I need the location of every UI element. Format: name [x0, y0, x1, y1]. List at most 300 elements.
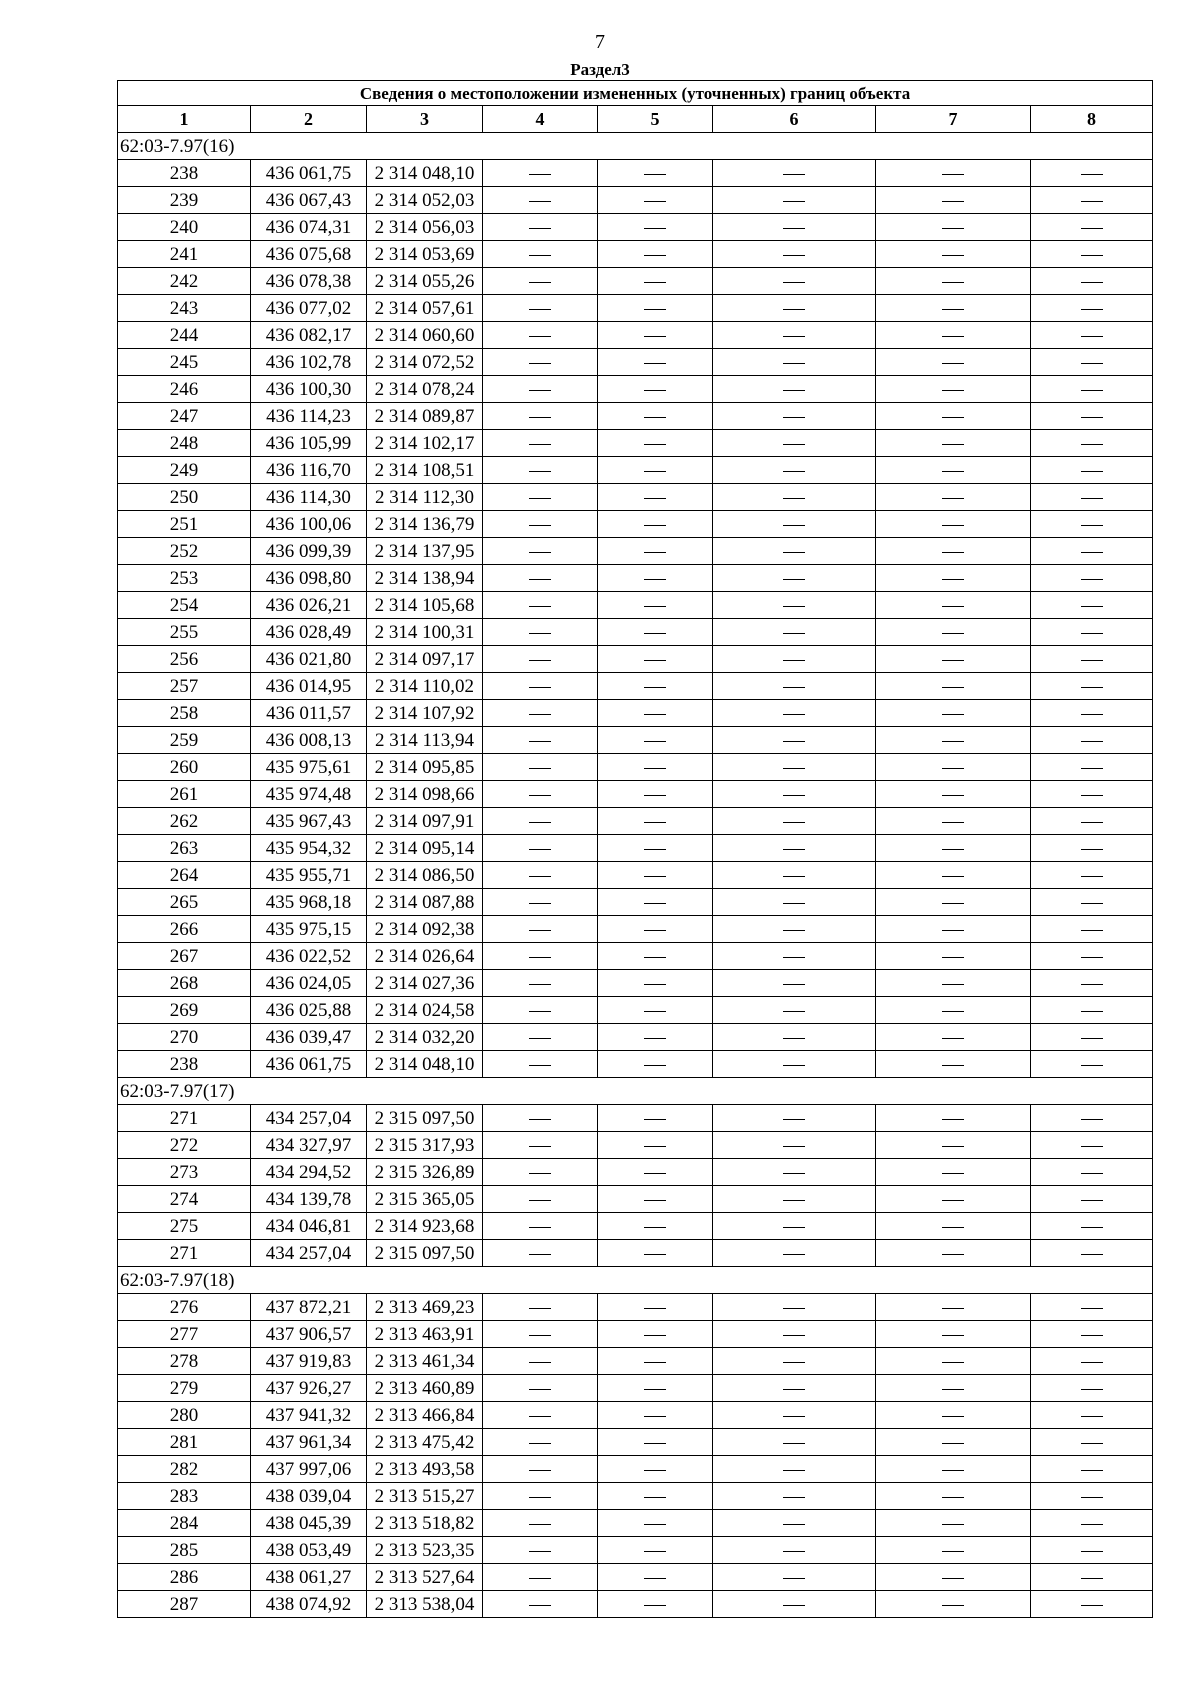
- dash-mark: [942, 1227, 964, 1228]
- dash-mark: [783, 417, 805, 418]
- empty-cell: [713, 1105, 876, 1132]
- empty-cell: [483, 646, 598, 673]
- dash-mark: [529, 1200, 551, 1201]
- column-number: 8: [1031, 106, 1153, 133]
- dash-mark: [1081, 795, 1103, 796]
- dash-mark: [644, 903, 666, 904]
- table-row: [118, 808, 1153, 835]
- dash-mark: [529, 579, 551, 580]
- empty-cell: [483, 187, 598, 214]
- dash-mark: [942, 471, 964, 472]
- x-coordinate: 436 074,31: [251, 214, 367, 241]
- table-row: [118, 646, 1153, 673]
- x-coordinate: 437 961,34: [251, 1429, 367, 1456]
- empty-cell: [598, 376, 713, 403]
- dash-mark: [783, 660, 805, 661]
- y-coordinate: 2 313 493,58: [367, 1456, 483, 1483]
- dash-mark: [783, 1524, 805, 1525]
- empty-cell: [713, 1132, 876, 1159]
- empty-cell: [598, 700, 713, 727]
- empty-cell: [876, 349, 1031, 376]
- empty-cell: [598, 1429, 713, 1456]
- empty-cell: [713, 268, 876, 295]
- empty-cell: [876, 241, 1031, 268]
- y-coordinate: 2 315 097,50: [367, 1105, 483, 1132]
- point-number: 272: [118, 1132, 251, 1159]
- dash-mark: [529, 1119, 551, 1120]
- empty-cell: [483, 376, 598, 403]
- dash-mark: [529, 1146, 551, 1147]
- empty-cell: [876, 781, 1031, 808]
- dash-mark: [942, 633, 964, 634]
- dash-mark: [644, 1119, 666, 1120]
- dash-mark: [644, 309, 666, 310]
- point-number: 238: [118, 160, 251, 187]
- empty-cell: [713, 592, 876, 619]
- dash-mark: [783, 282, 805, 283]
- dash-mark: [942, 336, 964, 337]
- empty-cell: [876, 1564, 1031, 1591]
- table-row: [118, 1375, 1153, 1402]
- point-number: 252: [118, 538, 251, 565]
- dash-mark: [783, 1308, 805, 1309]
- table-row: [118, 1159, 1153, 1186]
- table-row: [118, 835, 1153, 862]
- point-number: 246: [118, 376, 251, 403]
- empty-cell: [713, 1429, 876, 1456]
- empty-cell: [483, 700, 598, 727]
- dash-mark: [644, 228, 666, 229]
- dash-mark: [644, 1578, 666, 1579]
- dash-mark: [529, 1011, 551, 1012]
- x-coordinate: 435 968,18: [251, 889, 367, 916]
- empty-cell: [483, 241, 598, 268]
- dash-mark: [529, 255, 551, 256]
- dash-mark: [644, 849, 666, 850]
- y-coordinate: 2 314 105,68: [367, 592, 483, 619]
- dash-mark: [942, 660, 964, 661]
- y-coordinate: 2 313 518,82: [367, 1510, 483, 1537]
- dash-mark: [1081, 1470, 1103, 1471]
- empty-cell: [713, 322, 876, 349]
- y-coordinate: 2 314 113,94: [367, 727, 483, 754]
- empty-cell: [598, 187, 713, 214]
- y-coordinate: 2 314 097,91: [367, 808, 483, 835]
- y-coordinate: 2 314 095,14: [367, 835, 483, 862]
- point-number: 261: [118, 781, 251, 808]
- dash-mark: [529, 471, 551, 472]
- cadastral-number: 62:03-7.97(18): [118, 1267, 1153, 1294]
- dash-mark: [942, 309, 964, 310]
- empty-cell: [483, 673, 598, 700]
- empty-cell: [598, 511, 713, 538]
- empty-cell: [1031, 1024, 1153, 1051]
- y-coordinate: 2 314 097,17: [367, 646, 483, 673]
- empty-cell: [1031, 862, 1153, 889]
- empty-cell: [713, 1159, 876, 1186]
- dash-mark: [942, 1308, 964, 1309]
- dash-mark: [529, 1551, 551, 1552]
- dash-mark: [1081, 1524, 1103, 1525]
- empty-cell: [713, 295, 876, 322]
- empty-cell: [713, 1537, 876, 1564]
- empty-cell: [598, 1132, 713, 1159]
- x-coordinate: 436 077,02: [251, 295, 367, 322]
- empty-cell: [598, 1348, 713, 1375]
- empty-cell: [713, 781, 876, 808]
- dash-mark: [529, 1362, 551, 1363]
- point-number: 258: [118, 700, 251, 727]
- y-coordinate: 2 314 108,51: [367, 457, 483, 484]
- column-number: 2: [251, 106, 367, 133]
- dash-mark: [644, 1470, 666, 1471]
- dash-mark: [644, 930, 666, 931]
- dash-mark: [1081, 1605, 1103, 1606]
- y-coordinate: 2 315 317,93: [367, 1132, 483, 1159]
- table-row: [118, 1456, 1153, 1483]
- dash-mark: [529, 1524, 551, 1525]
- point-number: 287: [118, 1591, 251, 1618]
- empty-cell: [598, 673, 713, 700]
- empty-cell: [713, 241, 876, 268]
- empty-cell: [598, 1240, 713, 1267]
- dash-mark: [644, 1146, 666, 1147]
- table-row: [118, 943, 1153, 970]
- empty-cell: [713, 565, 876, 592]
- empty-cell: [483, 484, 598, 511]
- dash-mark: [942, 1470, 964, 1471]
- dash-mark: [644, 444, 666, 445]
- dash-mark: [1081, 282, 1103, 283]
- empty-cell: [483, 1456, 598, 1483]
- dash-mark: [529, 795, 551, 796]
- empty-cell: [483, 889, 598, 916]
- point-number: 262: [118, 808, 251, 835]
- empty-cell: [483, 1348, 598, 1375]
- point-number: 241: [118, 241, 251, 268]
- y-coordinate: 2 314 102,17: [367, 430, 483, 457]
- table-row: [118, 511, 1153, 538]
- dash-mark: [1081, 687, 1103, 688]
- empty-cell: [876, 295, 1031, 322]
- dash-mark: [529, 390, 551, 391]
- point-number: 259: [118, 727, 251, 754]
- dash-mark: [942, 498, 964, 499]
- dash-mark: [644, 498, 666, 499]
- point-number: 279: [118, 1375, 251, 1402]
- dash-mark: [783, 228, 805, 229]
- dash-mark: [529, 984, 551, 985]
- empty-cell: [598, 1564, 713, 1591]
- dash-mark: [529, 552, 551, 553]
- empty-cell: [1031, 592, 1153, 619]
- dash-mark: [644, 1227, 666, 1228]
- dash-mark: [942, 1254, 964, 1255]
- dash-mark: [644, 714, 666, 715]
- empty-cell: [876, 1348, 1031, 1375]
- x-coordinate: 434 294,52: [251, 1159, 367, 1186]
- empty-cell: [713, 889, 876, 916]
- y-coordinate: 2 314 092,38: [367, 916, 483, 943]
- empty-cell: [876, 1537, 1031, 1564]
- group-header-row: [118, 1267, 1153, 1294]
- dash-mark: [529, 849, 551, 850]
- empty-cell: [1031, 754, 1153, 781]
- y-coordinate: 2 314 052,03: [367, 187, 483, 214]
- table-row: [118, 592, 1153, 619]
- empty-cell: [598, 1591, 713, 1618]
- empty-cell: [598, 1456, 713, 1483]
- empty-cell: [598, 781, 713, 808]
- dash-mark: [1081, 903, 1103, 904]
- empty-cell: [876, 376, 1031, 403]
- x-coordinate: 437 919,83: [251, 1348, 367, 1375]
- empty-cell: [483, 1402, 598, 1429]
- empty-cell: [483, 808, 598, 835]
- point-number: 243: [118, 295, 251, 322]
- empty-cell: [1031, 214, 1153, 241]
- empty-cell: [1031, 268, 1153, 295]
- empty-cell: [876, 457, 1031, 484]
- dash-mark: [942, 1200, 964, 1201]
- table-row: [118, 538, 1153, 565]
- empty-cell: [1031, 1564, 1153, 1591]
- dash-mark: [783, 1146, 805, 1147]
- table-row: [118, 700, 1153, 727]
- empty-cell: [876, 862, 1031, 889]
- dash-mark: [942, 822, 964, 823]
- table-row: [118, 1564, 1153, 1591]
- empty-cell: [876, 1105, 1031, 1132]
- dash-mark: [783, 309, 805, 310]
- y-coordinate: 2 314 056,03: [367, 214, 483, 241]
- table-row: [118, 1402, 1153, 1429]
- dash-mark: [644, 1389, 666, 1390]
- group-header-row: [118, 1078, 1153, 1105]
- table-row: [118, 1348, 1153, 1375]
- column-number-row: [118, 106, 1153, 133]
- dash-mark: [644, 390, 666, 391]
- table-row: [118, 160, 1153, 187]
- dash-mark: [942, 1578, 964, 1579]
- empty-cell: [713, 1294, 876, 1321]
- table-row: [118, 214, 1153, 241]
- table-row: [118, 295, 1153, 322]
- x-coordinate: 436 026,21: [251, 592, 367, 619]
- dash-mark: [942, 1497, 964, 1498]
- dash-mark: [783, 876, 805, 877]
- y-coordinate: 2 314 072,52: [367, 349, 483, 376]
- dash-mark: [1081, 1308, 1103, 1309]
- x-coordinate: 435 975,61: [251, 754, 367, 781]
- table-row: [118, 727, 1153, 754]
- table-row: [118, 403, 1153, 430]
- empty-cell: [483, 862, 598, 889]
- empty-cell: [598, 1294, 713, 1321]
- point-number: 238: [118, 1051, 251, 1078]
- cadastral-number: 62:03-7.97(17): [118, 1078, 1153, 1105]
- y-coordinate: 2 314 138,94: [367, 565, 483, 592]
- point-number: 282: [118, 1456, 251, 1483]
- dash-mark: [644, 1065, 666, 1066]
- empty-cell: [713, 1456, 876, 1483]
- dash-mark: [644, 525, 666, 526]
- point-number: 248: [118, 430, 251, 457]
- empty-cell: [713, 160, 876, 187]
- empty-cell: [876, 997, 1031, 1024]
- x-coordinate: 436 114,23: [251, 403, 367, 430]
- dash-mark: [783, 606, 805, 607]
- dash-mark: [942, 984, 964, 985]
- y-coordinate: 2 314 027,36: [367, 970, 483, 997]
- y-coordinate: 2 314 048,10: [367, 160, 483, 187]
- empty-cell: [598, 727, 713, 754]
- empty-cell: [598, 268, 713, 295]
- empty-cell: [876, 1159, 1031, 1186]
- dash-mark: [529, 1173, 551, 1174]
- empty-cell: [876, 808, 1031, 835]
- cadastral-number: 62:03-7.97(16): [118, 133, 1153, 160]
- empty-cell: [713, 1483, 876, 1510]
- dash-mark: [644, 687, 666, 688]
- x-coordinate: 436 082,17: [251, 322, 367, 349]
- dash-mark: [783, 1011, 805, 1012]
- point-number: 274: [118, 1186, 251, 1213]
- empty-cell: [1031, 538, 1153, 565]
- empty-cell: [598, 1105, 713, 1132]
- dash-mark: [783, 498, 805, 499]
- table-row: [118, 1051, 1153, 1078]
- dash-mark: [529, 1038, 551, 1039]
- x-coordinate: 437 906,57: [251, 1321, 367, 1348]
- x-coordinate: 436 061,75: [251, 1051, 367, 1078]
- empty-cell: [876, 187, 1031, 214]
- dash-mark: [783, 849, 805, 850]
- dash-mark: [1081, 660, 1103, 661]
- dash-mark: [783, 1038, 805, 1039]
- empty-cell: [483, 1240, 598, 1267]
- point-number: 253: [118, 565, 251, 592]
- dash-mark: [644, 579, 666, 580]
- dash-mark: [1081, 1416, 1103, 1417]
- dash-mark: [783, 1200, 805, 1201]
- empty-cell: [483, 943, 598, 970]
- y-coordinate: 2 313 469,23: [367, 1294, 483, 1321]
- column-number: 6: [713, 106, 876, 133]
- y-coordinate: 2 314 100,31: [367, 619, 483, 646]
- dash-mark: [783, 633, 805, 634]
- dash-mark: [529, 606, 551, 607]
- empty-cell: [598, 1402, 713, 1429]
- column-number: 5: [598, 106, 713, 133]
- dash-mark: [783, 390, 805, 391]
- dash-mark: [783, 471, 805, 472]
- dash-mark: [942, 1605, 964, 1606]
- point-number: 240: [118, 214, 251, 241]
- empty-cell: [483, 565, 598, 592]
- point-number: 271: [118, 1240, 251, 1267]
- empty-cell: [713, 457, 876, 484]
- x-coordinate: 436 011,57: [251, 700, 367, 727]
- dash-mark: [644, 1497, 666, 1498]
- dash-mark: [783, 525, 805, 526]
- dash-mark: [783, 1416, 805, 1417]
- empty-cell: [876, 1375, 1031, 1402]
- empty-cell: [876, 700, 1031, 727]
- dash-mark: [1081, 1065, 1103, 1066]
- point-number: 256: [118, 646, 251, 673]
- dash-mark: [529, 1227, 551, 1228]
- y-coordinate: 2 314 032,20: [367, 1024, 483, 1051]
- dash-mark: [1081, 1578, 1103, 1579]
- empty-cell: [713, 1510, 876, 1537]
- y-coordinate: 2 314 923,68: [367, 1213, 483, 1240]
- x-coordinate: 434 257,04: [251, 1240, 367, 1267]
- empty-cell: [1031, 1402, 1153, 1429]
- empty-cell: [598, 538, 713, 565]
- table-row: [118, 430, 1153, 457]
- x-coordinate: 436 105,99: [251, 430, 367, 457]
- point-number: 257: [118, 673, 251, 700]
- dash-mark: [942, 282, 964, 283]
- empty-cell: [1031, 457, 1153, 484]
- empty-cell: [483, 1213, 598, 1240]
- x-coordinate: 436 039,47: [251, 1024, 367, 1051]
- dash-mark: [783, 1497, 805, 1498]
- dash-mark: [1081, 444, 1103, 445]
- empty-cell: [598, 754, 713, 781]
- dash-mark: [1081, 606, 1103, 607]
- empty-cell: [1031, 241, 1153, 268]
- dash-mark: [644, 984, 666, 985]
- dash-mark: [942, 1551, 964, 1552]
- dash-mark: [783, 1119, 805, 1120]
- empty-cell: [598, 403, 713, 430]
- table-row: [118, 1537, 1153, 1564]
- dash-mark: [1081, 876, 1103, 877]
- empty-cell: [598, 430, 713, 457]
- empty-cell: [713, 754, 876, 781]
- dash-mark: [783, 768, 805, 769]
- point-number: 268: [118, 970, 251, 997]
- dash-mark: [783, 552, 805, 553]
- coordinates-table: [117, 80, 1153, 1618]
- dash-mark: [783, 1227, 805, 1228]
- empty-cell: [483, 754, 598, 781]
- empty-cell: [598, 1186, 713, 1213]
- table-row: [118, 376, 1153, 403]
- x-coordinate: 435 955,71: [251, 862, 367, 889]
- x-coordinate: 438 074,92: [251, 1591, 367, 1618]
- dash-mark: [644, 1200, 666, 1201]
- empty-cell: [1031, 565, 1153, 592]
- dash-mark: [942, 174, 964, 175]
- empty-cell: [1031, 295, 1153, 322]
- empty-cell: [598, 916, 713, 943]
- dash-mark: [783, 579, 805, 580]
- dash-mark: [1081, 390, 1103, 391]
- empty-cell: [713, 700, 876, 727]
- x-coordinate: 436 028,49: [251, 619, 367, 646]
- empty-cell: [483, 457, 598, 484]
- y-coordinate: 2 314 136,79: [367, 511, 483, 538]
- point-number: 281: [118, 1429, 251, 1456]
- dash-mark: [1081, 1497, 1103, 1498]
- empty-cell: [598, 1483, 713, 1510]
- dash-mark: [942, 1173, 964, 1174]
- dash-mark: [1081, 984, 1103, 985]
- point-number: 286: [118, 1564, 251, 1591]
